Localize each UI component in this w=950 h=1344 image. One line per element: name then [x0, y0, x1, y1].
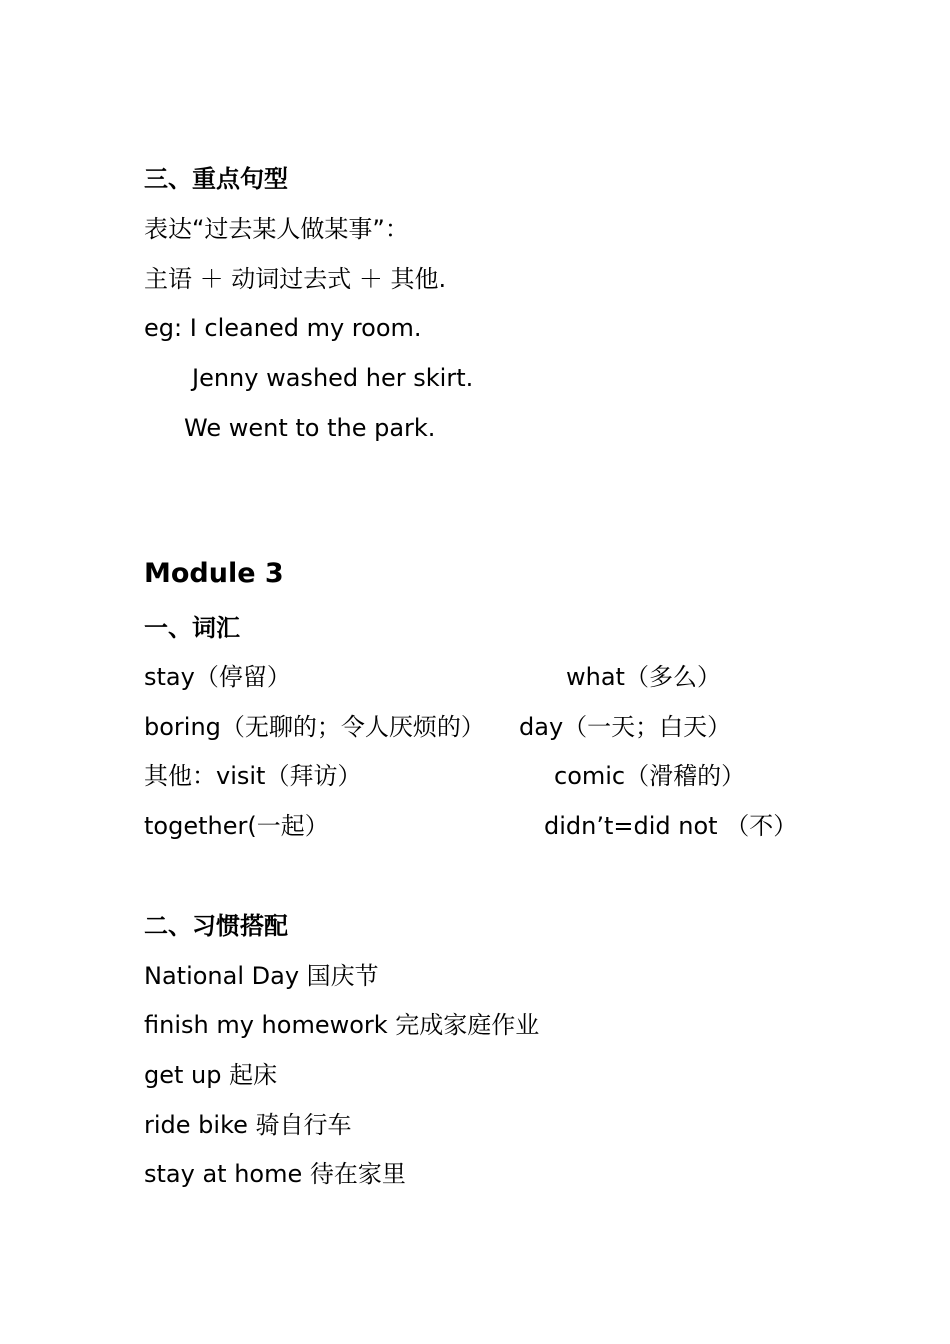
phrase-item: stay at home 待在家里	[144, 1160, 406, 1188]
vocab-row-1-left: stay（停留）	[144, 663, 291, 691]
grammar-formula: 主语 ＋ 动词过去式 ＋ 其他.	[144, 265, 447, 293]
grammar-heading: 三、重点句型	[144, 165, 288, 193]
grammar-example-1: eg: I cleaned my room.	[144, 314, 422, 342]
phrases-heading: 二、习惯搭配	[144, 912, 288, 940]
grammar-description: 表达“过去某人做某事”：	[144, 215, 409, 243]
grammar-example-3: We went to the park.	[184, 414, 436, 442]
phrase-item: National Day 国庆节	[144, 962, 379, 990]
vocab-row-3-right: comic（滑稽的）	[554, 762, 746, 790]
vocab-row-4-right: didn’t=did not （不）	[544, 812, 798, 840]
vocab-row-3-left: 其他：visit（拜访）	[144, 762, 362, 790]
vocab-row-2-right: day（一天；白天）	[519, 713, 732, 741]
vocab-row-2-left: boring（无聊的；令人厌烦的）	[144, 713, 485, 741]
phrase-item: get up 起床	[144, 1061, 278, 1089]
vocab-row-1-right: what（多么）	[566, 663, 721, 691]
module-title: Module 3	[144, 558, 284, 589]
grammar-example-2: Jenny washed her skirt.	[192, 364, 474, 392]
phrase-item: ride bike 骑自行车	[144, 1111, 352, 1139]
vocabulary-heading: 一、词汇	[144, 614, 240, 642]
vocab-row-4-left: together(一起）	[144, 812, 329, 840]
phrase-item: finish my homework 完成家庭作业	[144, 1011, 540, 1039]
